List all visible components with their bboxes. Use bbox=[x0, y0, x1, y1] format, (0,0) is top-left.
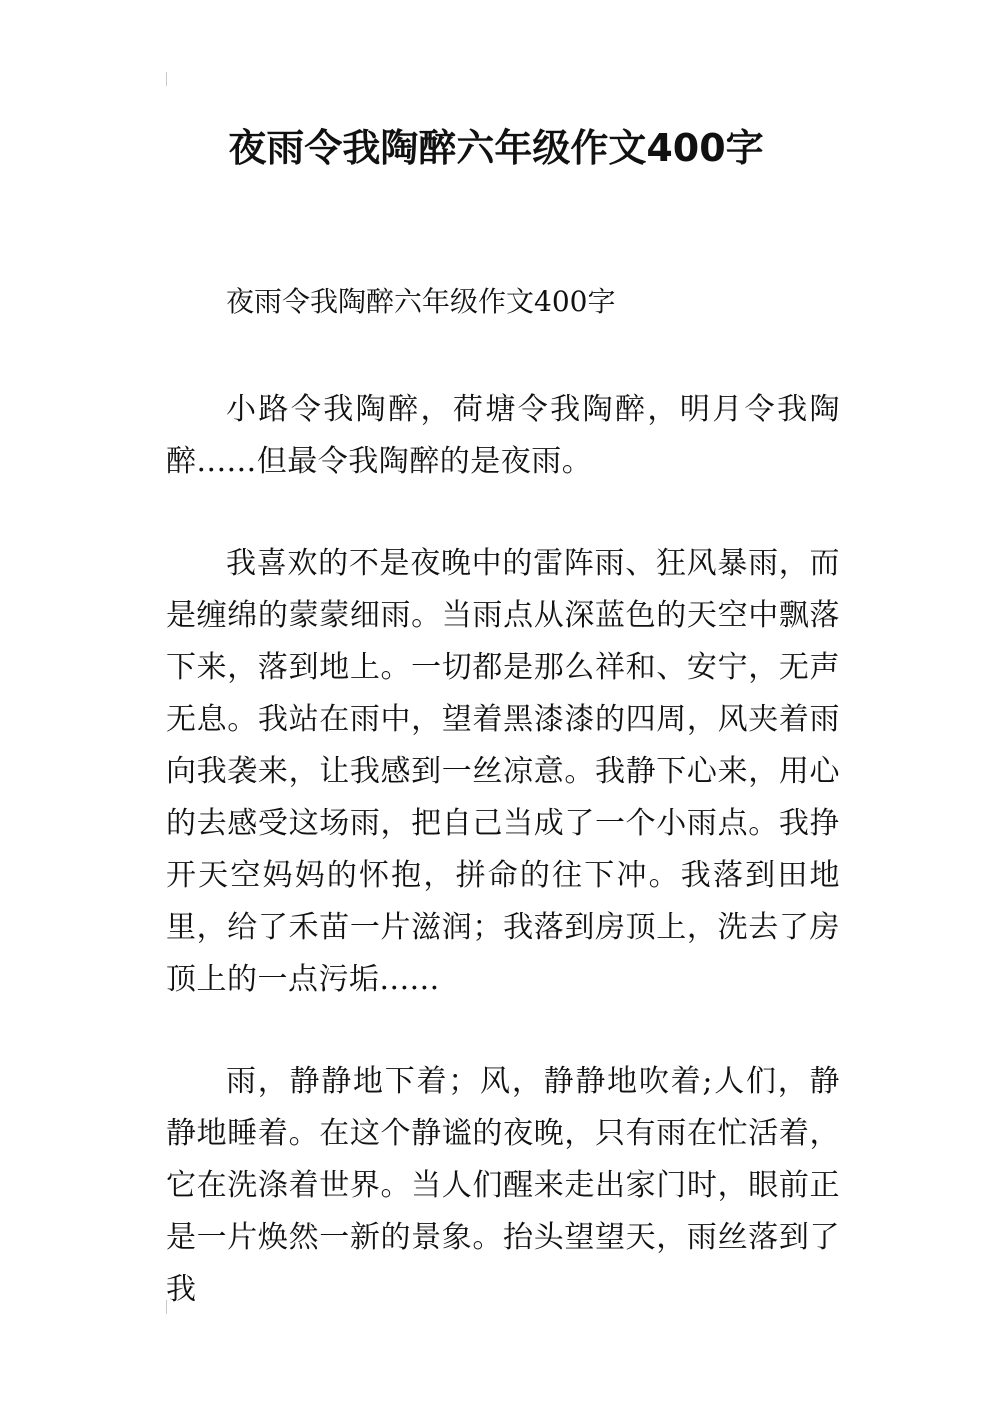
document-subtitle: 夜雨令我陶醉六年级作文400字 bbox=[226, 285, 616, 318]
paragraph-1: 小路令我陶醉，荷塘令我陶醉，明月令我陶醉......但最令我陶醉的是夜雨。 bbox=[166, 392, 840, 479]
document-title: 夜雨令我陶醉六年级作文400字 bbox=[228, 126, 764, 170]
paragraph-2: 我喜欢的不是夜晚中的雷阵雨、狂风暴雨，而是缠绵的蒙蒙细雨。当雨点从深蓝色的天空中飘落下来，落到地上。一切都是那么祥和、安宁，无声无息。我站在雨中，望着黑漆漆的四周，风夹着雨向我袭来，让我感到一丝凉意。我静下心来，用心的去感受这场雨，把自己当成了一个小雨点。我挣开天空妈妈的怀抱，拼命的往下冲。我落到田地里，给了禾苗一片滋润；我落到房顶上，洗去了房顶上的一点污垢...... bbox=[166, 546, 840, 997]
paragraph-3: 雨，静静地下着；风，静静地吹着;人们，静静地睡着。在这个静谧的夜晚，只有雨在忙活着，它在洗涤着世界。当人们醒来走出家门时，眼前正是一片焕然一新的景象。抬头望望天，雨丝落到了我 bbox=[166, 1064, 840, 1307]
page-corner-mark-top bbox=[166, 72, 167, 86]
